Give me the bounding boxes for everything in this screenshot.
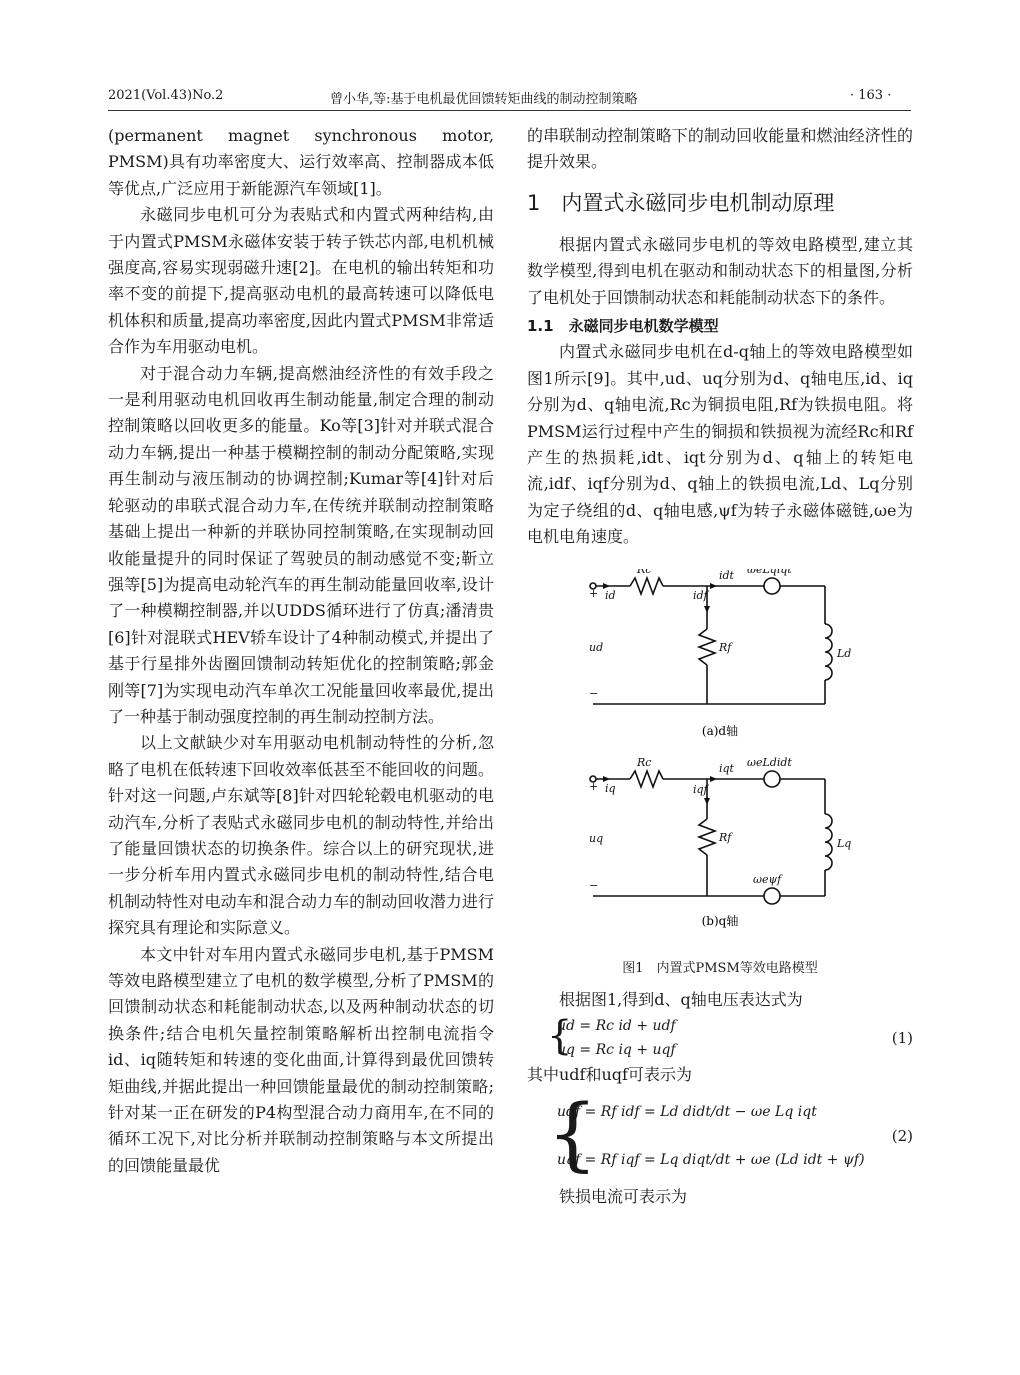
subsection-title: 1.1 永磁同步电机数学模型 [527, 317, 719, 336]
equation-number: (1) [891, 1028, 913, 1047]
left-column [108, 123, 494, 1179]
equation-line: uqf = Rf iqf = Lq diqt/dt + ωe (Ld idt + ψf) [557, 1151, 865, 1168]
label-id: id [605, 588, 616, 602]
label-lq: Lq [837, 836, 852, 850]
label-rf: Rf [719, 640, 732, 654]
equation-line: udf = Rf idf = Ld didt/dt − ωe Lq iqt [557, 1103, 817, 1120]
subfigure-a-caption: (a)d轴 [701, 723, 739, 738]
paragraph: 以上文献缺少对车用驱动电机制动特性的分析,忽略了电机在低转速下回收效率低甚至不能回收的问题。针对这一问题,卢东斌等[8]针对四轮轮毂电机驱动的电动汽车,分析了表贴式永磁同步电机的制动特性,并给出了能量回馈状态的切换条件。综合以上的研究现状,进一步分析车用内置式永磁同步电机的制动特性,结合电机制动特性对电动车和混合动力车的制动回收潜力进行探究具有理论和实际意义。 [108, 733, 494, 938]
resistor-rf [699, 629, 715, 665]
label-rc: Rc [637, 755, 652, 769]
label-ud: ud [589, 640, 604, 654]
svg-text:+: + [589, 586, 599, 600]
paragraph: (permanent magnet synchronous motor, PMSM)具有功率密度大、运行效率高、控制器成本低等优点,广泛应用于新能源汽车领域[1]。 [108, 126, 494, 198]
svg-text:−: − [589, 878, 599, 892]
label-ld: Ld [837, 646, 852, 660]
equation-1: { ud = Rc id + udf uq = Rc iq + uqf (1) [527, 1014, 913, 1062]
label-rc: Rc [637, 568, 652, 576]
right-column [527, 123, 913, 1210]
equation-2: { udf = Rf idf = Ld didt/dt − ωe Lq iqt uqf = Rf iqf = Lq diqt/dt + ωe (Ld idt + ψf) (2) [527, 1088, 913, 1184]
voltage-source [764, 578, 780, 594]
label-iqf: iqf [693, 782, 708, 796]
circuit-diagram [527, 569, 913, 949]
subfigure-b-caption: (b)q轴 [701, 913, 739, 928]
paragraph: 根据内置式永磁同步电机的等效电路模型,建立其数学模型,得到电机在驱动和制动状态下的相量图,分析了电机处于回馈制动状态和耗能制动状态下的条件。 [527, 234, 913, 307]
page-number: · 163 · [850, 88, 892, 103]
header-rule [108, 110, 911, 111]
running-header-issue: 2021(Vol.43)No.2 [108, 88, 224, 103]
equation-number: (2) [891, 1126, 913, 1145]
paragraph: 的串联制动控制策略下的制动回收能量和燃油经济性的提升效果。 [527, 126, 913, 172]
paragraph: 其中udf和uqf可表示为 [527, 1064, 692, 1084]
paragraph: 本文中针对车用内置式永磁同步电机,基于PMSM等效电路模型建立了电机的数学模型,分析了PMSM的回馈制动状态和耗能制动状态,以及两种制动状态的切换条件;结合电机矢量控制策略解析出控制电流指令id、iq随转矩和转速的变化曲面,计算得到最优回馈转矩曲线,并据此提出一种回馈能量最优的制动控制策略;针对某一正在研发的P4构型混合动力商用车,在不同的循环工况下,对比分析并联制动控制策略与本文所提出的回馈能量最优 [108, 944, 494, 1175]
figure-1 [527, 569, 913, 979]
label-rf: Rf [719, 830, 732, 844]
equation-line: ud = Rc id + udf [557, 1017, 676, 1034]
label-source: ωeLdidt [747, 755, 792, 769]
running-header-title: 曾小华,等:基于电机最优回馈转矩曲线的制动控制策略 [330, 92, 638, 107]
label-idt: idt [719, 568, 734, 582]
label-source: ωeψf [753, 872, 782, 886]
paragraph: 对于混合动力车辆,提高燃油经济性的有效手段之一是利用驱动电机回收再生制动能量,制定合理的制动控制策略以回收更多的能量。Ko等[3]针对并联式混合动力车辆,提出一种基于模糊控制的制动分配策略,实现再生制动与液压制动的协调控制;Kumar等[4]针对后轮驱动的串联式混合动力车,在传统并联制动控制策略基础上提出一种新的并联协同控制策略,在实现制动回收能量提升的同时保证了驾驶员的制动感觉不变;靳立强等[5]为提高电动轮汽车的再生制动能量回收率,设计了一种模糊控制器,并以UDDS循环进行了仿真;潘清贵[6]针对混联式HEV轿车设计了4种制动模式,并提出了基于行星排外齿圈回馈制动转矩优化的控制策略;郭金刚等[7]为实现电动汽车单次工况能量回收率最优,提出了一种基于制动强度控制的再生制动控制方法。 [108, 363, 494, 726]
svg-text:+: + [589, 779, 599, 793]
label-iq: iq [605, 781, 616, 795]
resistor-rc [630, 578, 663, 594]
label-uq: uq [589, 831, 604, 845]
label-iqt: iqt [719, 761, 734, 775]
label-idf: idf [693, 588, 708, 602]
label-source: ωeLqiqt [747, 568, 792, 576]
equation-line: uq = Rc iq + uqf [557, 1041, 676, 1058]
paragraph: 永磁同步电机可分为表贴式和内置式两种结构,由于内置式PMSM永磁体安装于转子铁芯内部,电机机械强度高,容易实现弱磁升速[2]。在电机的输出转矩和功率不变的前提下,提高驱动电机的最高转速可以降低电机体积和质量,提高功率密度,因此内置式PMSM非常适合作为车用驱动电机。 [108, 205, 494, 357]
section-title: 1 内置式永磁同步电机制动原理 [527, 190, 835, 215]
paragraph: 铁损电流可表示为 [559, 1186, 688, 1206]
figure-caption: 图1 内置式PMSM等效电路模型 [622, 961, 818, 977]
paragraph: 根据图1,得到d、q轴电压表达式为 [559, 990, 803, 1010]
inductor-ld [825, 624, 832, 680]
svg-text:−: − [589, 686, 599, 700]
paragraph: 内置式永磁同步电机在d-q轴上的等效电路模型如图1所示[9]。其中,ud、uq分别为d、q轴电压,id、iq分别为d、q轴电流,Rc为铜损电阻,Rf为铁损电阻。将PMSM运行过程中产生的铜损和铁损视为流经Rc和Rf产生的热损耗,idt、iqt分别为d、q轴上的转矩电流,idf、iqf分别为d、q轴上的铁损电流,Ld、Lq分别为定子绕组的d、q轴电感,ψf为转子永磁体磁链,ωe为电机电角速度。 [527, 342, 913, 547]
